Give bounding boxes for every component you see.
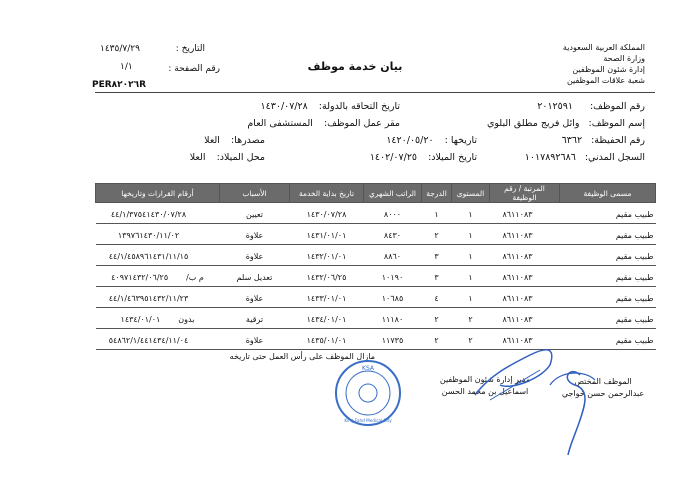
join-date-row	[261, 101, 400, 112]
org-line: وزارة الصحة	[603, 54, 645, 63]
start-date-cell: ١٤٣٤/٠١/٠١	[290, 310, 364, 329]
column-header: أرقام القرارات وتاريخها	[96, 184, 220, 203]
decision-number: ١٣٩٧٦	[117, 230, 140, 240]
job-title-cell: طبيب مقيم	[560, 226, 656, 245]
date-value: ١٤٣٥/٧/٢٩	[100, 44, 140, 54]
salary-cell: ٨٨٦٠	[364, 247, 422, 266]
file-number-row	[562, 135, 645, 146]
decision-number: ٥٤٨٦٢/١/٤٤	[108, 335, 149, 345]
salary-cell: ١١٧٣٥	[364, 331, 422, 350]
rank-value: ٨٦	[502, 293, 512, 303]
civil-record-label: السجل المدني:	[584, 152, 645, 163]
table-row	[96, 268, 656, 287]
reason-cell: علاوة	[220, 226, 290, 245]
work-location-label: مقر عمل الموظف:	[323, 118, 400, 129]
birth-place-value: العلا	[189, 152, 206, 163]
page-number-value: ١/١	[120, 62, 133, 72]
service-history-table	[95, 183, 656, 350]
job-title-cell: طبيب مقيم	[560, 289, 656, 308]
birth-place-row	[190, 152, 265, 163]
salary-cell: ١١١٨٠	[364, 310, 422, 329]
job-number-value: ١١٠٨٣	[511, 230, 533, 240]
job-title-cell: طبيب مقيم	[560, 247, 656, 266]
decision-cell	[96, 268, 220, 287]
grade-cell: ١	[422, 205, 452, 224]
reason-cell: ترقية	[220, 310, 290, 329]
work-location-row	[247, 118, 400, 129]
start-date-cell: ١٤٣١/٠١/٠١	[290, 226, 364, 245]
salary-cell: ٨٤٣٠	[364, 226, 422, 245]
page-number-label: رقم الصفحة :	[168, 64, 220, 74]
start-date-cell: ١٤٣٢/٠١/٠١	[290, 247, 364, 266]
job-title-cell: طبيب مقيم	[560, 268, 656, 287]
join-date-value: ١٤٣٠/٠٧/٢٨	[260, 101, 308, 112]
issue-place-value: العلا	[204, 135, 220, 146]
birth-date-value: ١٤٠٢/٠٧/٢٥	[369, 152, 418, 163]
level-cell: ١	[452, 226, 490, 245]
job-title-cell: طبيب مقيم	[560, 331, 656, 350]
join-date-label: تاريخ التحاقه بالدولة:	[318, 101, 400, 112]
file-number-label: رقم الحفيظة:	[591, 135, 645, 146]
reason-cell: علاوة	[220, 247, 290, 266]
employee-id-row	[537, 101, 645, 112]
column-header: الأسباب	[220, 184, 290, 203]
issue-place-row	[204, 135, 265, 146]
stamp-bottom-text: King Fahd Medical City	[344, 418, 392, 423]
decision-cell	[96, 205, 220, 224]
level-cell: ١	[452, 289, 490, 308]
header-divider	[95, 92, 655, 93]
job-number-value: ١١٠٨٣	[511, 314, 533, 324]
civil-record-row	[525, 152, 645, 163]
column-header: الراتب الشهري	[364, 184, 422, 203]
org-line: شعبة علاقات الموظفين	[566, 76, 645, 85]
decision-date: ١٤٣٤/٠١/٠١	[120, 314, 161, 324]
salary-cell: ١٠١٩٠	[364, 268, 422, 287]
start-date-cell: ١٤٣٥/٠١/٠١	[290, 331, 364, 350]
officer-signature	[540, 345, 620, 460]
column-header: الدرجة	[422, 184, 452, 203]
job-number-value: ١١٠٨٣	[511, 209, 533, 219]
birth-place-label: محل الميلاد:	[216, 152, 265, 163]
decision-date: ١٤٣٤/١١/٠٤	[148, 335, 189, 345]
table-row	[96, 226, 656, 245]
employee-id-value: ٢٠١٢٥٩١	[537, 101, 573, 112]
decision-number: ٤٤/١/٤٦٣٩٥	[108, 293, 149, 303]
rank-value: ٨٦	[502, 251, 512, 261]
employee-name-row	[487, 118, 645, 129]
decision-date: ١٤٣٠/٠٧/٢٨	[146, 209, 187, 219]
rank-value: ٨٦	[502, 272, 512, 282]
decision-date: ١٤٣٠/١١/٠٢	[139, 230, 180, 240]
issue-place-label: مصدرها:	[230, 135, 265, 146]
stamp-top-text: KSA	[362, 365, 374, 372]
column-header: المرتبة / رقم الوظيفة	[490, 184, 560, 203]
reason-cell: علاوة	[220, 289, 290, 308]
reason-cell: علاوة	[220, 331, 290, 350]
work-location-value: المستشفى العام	[247, 118, 313, 129]
file-date-value: ١٤٢٠/٠٥/٢٠	[386, 135, 434, 146]
table-row	[96, 205, 656, 224]
start-date-cell: ١٤٣٠/٠٧/٢٨	[290, 205, 364, 224]
job-number-value: ١١٠٨٣	[511, 272, 533, 282]
column-header: مسمى الوظيفة	[560, 184, 656, 203]
org-line: المملكة العربية السعودية	[562, 43, 645, 52]
rank-value: ٨٦	[502, 314, 512, 324]
file-date-label: تاريخها :	[444, 135, 477, 146]
civil-record-value: ١٠١٧٨٩٢٦٨٦	[524, 152, 576, 163]
rank-value: ٨٦	[502, 209, 512, 219]
manager-title: مدير إدارة شئون الموظفين	[439, 375, 531, 384]
decision-number: ٤٤/١/٤٥٨٩٦	[108, 251, 149, 261]
table-row	[96, 310, 656, 329]
reason-cell: تعديل سلم	[220, 268, 290, 287]
decision-date: ١٤٣٢/١١/٢٣	[148, 293, 189, 303]
page-title: بيان خدمة موظف	[307, 60, 403, 73]
level-cell: ١	[452, 247, 490, 266]
rank-job-cell	[490, 268, 560, 287]
service-status-note: مازال الموظف على رأس العمل حتى تاريخه	[229, 352, 375, 361]
form-code: PER٨٢٠٢٦R	[92, 80, 147, 90]
employee-name-value: وائل فريج مطلق البلوي	[486, 118, 580, 129]
manager-name: اسماعيل بن محمد الحسن	[441, 387, 529, 396]
org-line: إدارة شئون الموظفين	[572, 65, 645, 74]
rank-job-cell	[490, 289, 560, 308]
officer-name: عبدالرحمن حسن خواجي	[561, 389, 645, 398]
organization-block	[563, 42, 645, 86]
grade-cell: ٣	[422, 268, 452, 287]
date-label: التاريخ :	[175, 44, 205, 54]
employee-name-label: إسم الموظف:	[588, 118, 645, 129]
level-cell: ٢	[452, 331, 490, 350]
job-number-value: ١١٠٨٣	[511, 251, 533, 261]
official-stamp	[333, 358, 403, 428]
decision-cell	[96, 331, 220, 350]
officer-title: الموظف المختص	[574, 377, 632, 386]
grade-cell: ٤	[422, 289, 452, 308]
level-cell: ١	[452, 205, 490, 224]
employee-id-label: رقم الموظف:	[589, 101, 645, 112]
salary-cell: ١٠٦٨٥	[364, 289, 422, 308]
rank-job-cell	[490, 247, 560, 266]
job-title-cell: طبيب مقيم	[560, 310, 656, 329]
job-title-cell: طبيب مقيم	[560, 205, 656, 224]
column-header: المستوى	[452, 184, 490, 203]
decision-number: م ب/٤٠٩٧	[111, 272, 204, 282]
birth-date-label: تاريخ الميلاد:	[428, 152, 477, 163]
birth-date-row	[370, 152, 477, 163]
table-row	[96, 289, 656, 308]
decision-date: ١٤٣٢/٠٦/٢٥	[128, 272, 169, 282]
grade-cell: ٣	[422, 247, 452, 266]
table-header-row	[96, 184, 656, 203]
decision-cell	[96, 226, 220, 245]
column-header: تاريخ بداية الخدمة	[290, 184, 364, 203]
decision-number: ٤٤/١/٣٧٥٤	[110, 209, 147, 219]
grade-cell: ٢	[422, 226, 452, 245]
start-date-cell: ١٤٣٢/٠٦/٢٥	[290, 268, 364, 287]
table-row	[96, 247, 656, 266]
grade-cell: ٢	[422, 310, 452, 329]
rank-job-cell	[490, 226, 560, 245]
job-number-value: ١١٠٨٣	[511, 335, 533, 345]
level-cell: ٢	[452, 310, 490, 329]
file-date-row	[386, 135, 477, 146]
job-number-value: ١١٠٨٣	[511, 293, 533, 303]
rank-value: ٨٦	[502, 335, 512, 345]
rank-job-cell	[490, 310, 560, 329]
file-number-value: ٦٣٦٢	[561, 135, 583, 146]
level-cell: ١	[452, 268, 490, 287]
salary-cell: ٨٠٠٠	[364, 205, 422, 224]
rank-job-cell	[490, 205, 560, 224]
rank-value: ٨٦	[502, 230, 512, 240]
decision-cell	[96, 247, 220, 266]
reason-cell: تعيين	[220, 205, 290, 224]
decision-number: بدون	[178, 314, 195, 324]
grade-cell: ٢	[422, 331, 452, 350]
decision-date: ١٤٣١/١١/١٥	[148, 251, 189, 261]
decision-cell	[96, 289, 220, 308]
start-date-cell: ١٤٣٣/٠١/٠١	[290, 289, 364, 308]
decision-cell	[96, 310, 220, 329]
